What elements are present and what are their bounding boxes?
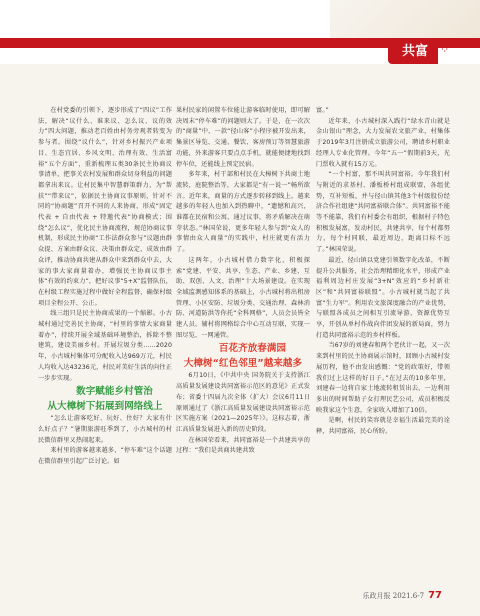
column-1 <box>38 106 172 468</box>
paragraph: 当67岁的刘建春和两个老伙计一起，又一次来到村里的民主协商展示馆时，回顾小古城村发展历程，他不由发出感慨：“党的政策好，带领我们过上这样的好日子。”在过去的10多年里，刘建春一边将自家土地流转租赁出去，一边利用多出的时间帮助子女打理民艺公司，成员积极反映我家这个生意，全家收入增加了10倍。 <box>316 342 450 414</box>
dots-icon: ⁘ <box>440 43 450 56</box>
page-footer <box>363 590 442 601</box>
paragraph: 富。” <box>316 107 329 114</box>
paragraph: 近年来，小古城村深入践行“绿水青山就是金山银山”理念，大力发展农文旅产业，村集体于2019年3月注册成立旅游公司，聘请乡村职业经理人专业化管理。今年“五一”假期前3天，光门票收入就有15万元。 <box>316 117 450 168</box>
paragraph: 多年来，村干部和村民在大樟树下共商土地流转，庭院整治等，大家都是“有一说一”畅所欲言。近年来，商量的方式逐步转移到线上。越来越多的年轻人也加入到热聊中，“遗憾和高兴，谁都在民宿和公寓，通过议事，将矛盾解决在萌芽状态。”林国荣说，更多年轻人参与到“众人的事情由众人商量”的实践中，村庄就更有活力了。 <box>176 171 310 254</box>
subheading-green: 数字赋能乡村管治 从大樟树下拓展到网络线上 <box>47 386 163 413</box>
subheading-red: 百花齐放春满园 大樟树“红色邻里”越来越多 <box>183 343 303 370</box>
paragraph: 果村民家的闲置车位能让游客临时使用，即可解决周末“停车难”的问题则大了。于是，在一次次的“商量”中，一款“径山客”小程序被开发出来，集景区导览、交通、餐饮、客房预订等智慧旅游功能，外来游客只要点点手机，就能便捷地找到停车位，还能线上预定民宿。 <box>176 107 310 168</box>
paragraph: 来村里的游客越来越多，“停车难”这个话题在微信群里引起广泛讨论。如 <box>38 447 172 466</box>
paragraph: “一个村富，那不叫共同富裕。今年我们村与附近的求基村、潘板桥村组成联盟，各组优势，互补短板，并与径山镇其他3个村级股份经济合作社组建“共同富裕联合体”。共同富裕不能等不能靠，我们有村委会有组织，根据村子特色积极发展富，发动村民，共建共享，每个村都努力，每个村同联，最近周边，距离目标不远了。”林国荣说。 <box>316 171 450 254</box>
column-3 <box>316 106 450 438</box>
paragraph: “怎么让游客吃好、玩好、住好？大家有什么好点子？”暑期旅游旺季到了，小古城村的村民微信群里又热闹起来。 <box>38 415 172 444</box>
column-2 <box>176 106 310 457</box>
publication-name: 乐政月报 2021.6-7 <box>362 592 425 600</box>
page-header <box>0 0 480 64</box>
paragraph: 在林国荣看来，共同富裕是一个共建共享的过程：“我们是共商共建共致 <box>176 436 310 455</box>
paragraph: 是啊，村民的笑容就是幸福生活最完美的诠释，共同富裕，民心所盼。 <box>316 417 450 436</box>
section-title: 共富 <box>388 40 438 64</box>
paragraph: 在村党委的引领下，逐步形成了“四议”工作法，解决“议什么、谁来议、怎么议、议的效力”四大问题，推动老百姓由村务旁观者转变为参与者。围绕“议什么”，针对乡村振兴产业项目、生态宜居、乡风文明、治理有效、生活富裕“五个方面”，重新梳理五类30条民主协商议事清单，把事关农村发展和群众切身利益的问题都拿出来议。让村民集中智慧群策群力，为“帮扶”“带来议”，依据民主协商议事原则，针对不同的“协商题”召开不同的人来协商，形成“固定代表 + 自由代表 + 特邀代表”协商模式；围绕“怎么议”，优化民主协商流程，规范协商议事机制，形成民主协商“工作法群众参与”议题由群众提、方案由群众议、决策由群众定、成效由群众评，推动协商共建从群众中来到群众中去，大家的事大家商量着办，增强民主协商议事主体“有效的约束力”，把好议事“5+X”监督队伍，在村级工程实施过程中做好全程监督，确保村级项目全程公开、公正。 <box>38 107 172 307</box>
paragraph: 最近，径山镇以党建引领数字化改革，不断提升公共服务，社会治理精细化水平，形成产业福利周边村庄发展“3+N”效应的“乡村新社区”和“共同富裕联盟”。小古城村就当起了共富“生力军”。利用农文旅深度融合的产业优势，与联盟各成员之间相互引流导游，资源优势互享，开创从单村作战向伴团发展的新局面，努力打造共同富裕示范的乡村样板。 <box>316 256 450 339</box>
page-number: 77 <box>428 590 442 601</box>
paragraph: 6月10日，《中共中央 国务院关于支持浙江高质量发展建设共同富裕示范区的意见》正式发布；省委十四届九次全体（扩大）会议6月11日原则通过了《浙江高质量发展建设共同富裕示范区实施方案（2021—2025年）》。这标志着，浙江高质量发展进入新的历史阶段。 <box>176 372 310 433</box>
paragraph: 这两年，小古城村借力数字化，积极探索“党建、平安、共享、生态、产业、乡建、互助、双创、人文、治理”十大场景建设。在实现全域监测感知体系的基础上，小古城村将出租房管理、小区安防、垃圾分类、交通治理、森林消防、河道防洪等你托“全科网格”，人员会员皆全建人员。辅村将网格综合中心互动互联，实现一图尽览、一网通管。 <box>176 256 310 339</box>
paragraph: 线三组只是民主协商成果的一个缩影。小古城村通过完善民主协商，“村里的事情大家商量着办”，持续开展全域基础环境整治，拆除不整建筑，建设美丽乡村。开展垃圾分类……2020年，小古城村集体可分配收入达969万元，村民人均收入达43236元，村民对美好生活的向往正一步步实现。 <box>38 310 172 382</box>
